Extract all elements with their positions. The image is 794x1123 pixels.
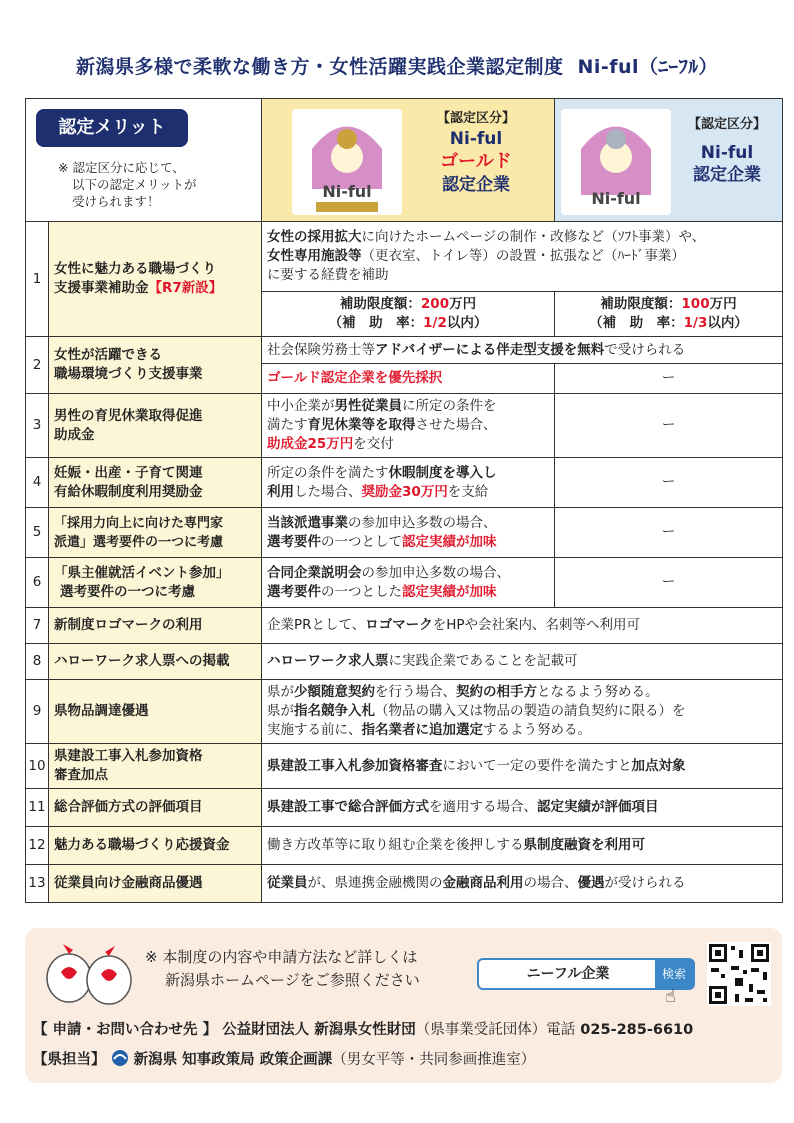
row-name	[49, 558, 262, 608]
prefecture-line	[33, 1048, 535, 1069]
desc-part: の参加申込多数の場合、	[361, 564, 510, 581]
desc-part: が、県連携金融機関の	[307, 875, 443, 891]
desc-part: した場合、	[294, 483, 362, 500]
pref-dept: 新潟県 知事政策局 政策企画課	[133, 1052, 333, 1068]
row-name-2: 支援事業補助金	[54, 280, 149, 296]
table-row	[26, 865, 783, 903]
gold-benefit: ゴールド認定企業を優先採択	[262, 364, 555, 394]
row-number: 10	[26, 744, 49, 789]
row-number: 7	[26, 608, 49, 644]
contact-org: 公益財団法人 新潟県女性財団	[222, 1022, 416, 1038]
desc-part: の場合、	[523, 875, 578, 891]
desc-part: 所定の条件を満たす	[267, 464, 389, 481]
desc-part: 少額随意契約	[294, 684, 375, 700]
desc-part: となるよう努める。	[537, 684, 659, 700]
rate-unit: 以内）	[446, 315, 488, 331]
desc-part: 男性従業員	[334, 398, 402, 414]
row-description	[262, 789, 783, 827]
limit-value: 100	[681, 296, 710, 312]
desc-part: 企業PRとして、	[267, 617, 366, 633]
desc-part: 助成金25万円	[267, 436, 354, 452]
row-description	[262, 680, 783, 744]
row-name-1: 妊娠・出産・子育て関連	[54, 464, 203, 481]
desc-part: に実践企業であることを記載可	[388, 653, 578, 669]
merit-note	[58, 159, 197, 210]
desc-part: の一つとして	[321, 533, 402, 550]
desc-part: するよう努める。	[483, 722, 591, 738]
row-description	[262, 458, 555, 508]
desc-part: が受けられる	[604, 875, 686, 891]
row-name: ハローワーク求人票への掲載	[49, 644, 262, 680]
row-name	[49, 394, 262, 458]
gold-logo-icon	[292, 109, 402, 215]
row-name-1: 「県主催就活イベント参加」	[54, 564, 230, 581]
std-benefit: ー	[555, 558, 783, 608]
desc-part: 選考要件	[267, 533, 321, 550]
svg-text:Ni-ful: Ni-ful	[591, 189, 641, 208]
gold-limit	[262, 292, 555, 337]
merit-note-3: 受けられます！	[72, 194, 160, 209]
row-description	[262, 644, 783, 680]
std-benefit: ー	[555, 394, 783, 458]
desc-part: 加点対象	[631, 757, 686, 774]
footer-note	[145, 946, 420, 992]
desc-part: に所定の条件を	[402, 398, 497, 414]
table-row	[26, 608, 783, 644]
row-number: 5	[26, 508, 49, 558]
desc-part: 働き方改革等に取り組む企業を後押しする	[267, 837, 524, 853]
row-name-2: 助成金	[54, 426, 95, 443]
desc-part: において一定の要件を満たすと	[442, 757, 632, 774]
row-name	[49, 744, 262, 789]
limit-value: 200	[420, 296, 450, 312]
desc-part: 指名業者に追加選定	[361, 722, 483, 738]
pref-note: （男女平等・共同参画推進室）	[332, 1052, 536, 1068]
desc-part: 従業員	[267, 875, 308, 891]
row-description	[262, 394, 555, 458]
desc-part: を支給	[447, 483, 489, 500]
merit-header	[26, 99, 262, 222]
contact-line	[33, 1018, 693, 1039]
row-new-tag: 【R7新設】	[148, 280, 223, 296]
desc-part: を適用する場合、	[429, 799, 537, 815]
limit-unit: 万円	[449, 296, 477, 312]
desc-part: 認定実績が加味	[402, 583, 497, 600]
row-name-2: 職場環境づくり支援事業	[54, 366, 203, 382]
desc-part: 県制度融資を利用可	[523, 837, 645, 853]
desc-part: 優遇	[577, 875, 605, 891]
row-description	[262, 827, 783, 865]
desc-part: 認定実績が加味	[402, 533, 497, 550]
merit-note-1: ※ 認定区分に応じて、	[58, 160, 185, 175]
rate-value: 1/3	[683, 315, 708, 331]
row-name-2: 選考要件の一つに考慮	[60, 583, 195, 600]
row-name: 総合評価方式の評価項目	[49, 789, 262, 827]
row-number: 11	[26, 789, 49, 827]
table-row	[26, 644, 783, 680]
table-row	[26, 508, 783, 558]
search-input[interactable]: ニーフル企業	[526, 966, 610, 982]
row-name	[49, 222, 262, 337]
table-row	[26, 394, 783, 458]
std-category-label: 【認定区分】	[687, 117, 766, 132]
row-description	[262, 508, 555, 558]
gold-category-l3: 認定企業	[442, 175, 510, 195]
desc-part: の参加申込多数の場合、	[348, 514, 497, 531]
merit-label: 認定メリット	[36, 109, 188, 147]
row-description	[262, 337, 783, 364]
row-name	[49, 508, 262, 558]
desc-part: 金融商品利用	[442, 875, 524, 891]
prefecture-emblem-icon	[111, 1049, 129, 1067]
page-title	[0, 52, 794, 79]
search-button[interactable]: 検索	[655, 960, 693, 988]
limit-unit: 万円	[709, 296, 737, 312]
svg-text:Ni-ful: Ni-ful	[322, 182, 372, 201]
desc-part: 実施する前に、	[267, 722, 362, 738]
row-number: 6	[26, 558, 49, 608]
std-category-l1: Ni-ful	[700, 143, 754, 163]
contact-note: （県事業受託団体）電話	[415, 1022, 576, 1038]
row-name: 魅力ある職場づくり応援資金	[49, 827, 262, 865]
table-row	[26, 458, 783, 508]
desc-part: で受けられる	[604, 341, 686, 358]
row-name	[49, 337, 262, 394]
desc-part: 合同企業説明会	[267, 564, 362, 581]
limit-label: 補助限度額：	[339, 296, 421, 312]
row-name-1: 女性が活躍できる	[54, 347, 162, 363]
desc-part: （物品の購入又は物品の製造の請負契約に限る）を	[375, 703, 686, 719]
row-description	[262, 744, 783, 789]
desc-part: 利用	[267, 483, 294, 500]
std-benefit: ー	[555, 458, 783, 508]
row-name: 新制度ロゴマークの利用	[49, 608, 262, 644]
row-number: 3	[26, 394, 49, 458]
footer-note-2: 新潟県ホームページをご参照ください	[165, 971, 420, 989]
row-name	[49, 458, 262, 508]
desc-part: に向けたホームページの制作・改修など（ｿﾌﾄ事業）や、	[361, 229, 706, 245]
search-box[interactable]	[477, 958, 695, 990]
std-category-text	[675, 115, 779, 186]
table-row	[26, 789, 783, 827]
row-name-2: 審査加点	[54, 767, 108, 783]
contact-label: 【 申請・お問い合わせ先 】	[33, 1022, 218, 1038]
desc-part: ハローワーク求人票	[267, 653, 389, 669]
rate-label: （補 助 率：	[589, 315, 684, 331]
title-en: Ni-ful（ﾆｰﾌﾙ）	[577, 56, 719, 78]
desc-part: の一つとした	[321, 583, 402, 600]
table-row	[26, 827, 783, 865]
desc-part: （更衣室、トイレ等）の設置・拡張など（ﾊｰﾄﾞ事業）	[361, 248, 685, 264]
desc-part: 社会保険労務士等	[267, 341, 375, 358]
header-row	[26, 99, 783, 222]
std-benefit: ー	[555, 364, 783, 394]
row-description	[262, 608, 783, 644]
desc-part: 県建設工事で総合評価方式	[267, 799, 429, 815]
desc-part: 認定実績が評価項目	[537, 799, 659, 815]
gold-category-text	[408, 109, 544, 196]
row-description	[262, 558, 555, 608]
desc-part: 選考要件	[267, 583, 321, 600]
gold-category-label: 【認定区分】	[436, 111, 515, 126]
desc-part: させた場合、	[415, 417, 497, 433]
desc-part: 女性の採用拡大	[267, 229, 362, 245]
limit-label: 補助限度額：	[600, 296, 682, 312]
pointer-hand-icon: ☝	[665, 986, 676, 1007]
footer-note-1: ※ 本制度の内容や申請方法など詳しくは	[145, 948, 418, 966]
desc-part: アドバイザーによる伴走型支援を無料	[375, 341, 605, 358]
rate-label: （補 助 率：	[328, 315, 424, 331]
row-name-1: 女性に魅力ある職場づくり	[54, 261, 216, 277]
row-number: 8	[26, 644, 49, 680]
desc-part: 指名競争入札	[294, 703, 375, 719]
row-number: 12	[26, 827, 49, 865]
std-category-l2: 認定企業	[693, 165, 761, 185]
footer-panel	[25, 928, 782, 1083]
desc-part: 契約の相手方	[456, 684, 537, 700]
pref-label: 【県担当】	[33, 1052, 106, 1068]
desc-part: をHPや会社案内、名刺等へ利用可	[432, 617, 641, 633]
row-description	[262, 865, 783, 903]
title-jp: 新潟県多様で柔軟な働き方・女性活躍実践企業認定制度	[75, 56, 564, 78]
row-name: 県物品調達優遇	[49, 680, 262, 744]
qr-code-icon[interactable]	[707, 942, 771, 1006]
std-logo-icon	[561, 109, 671, 215]
rate-unit: 以内）	[707, 315, 748, 331]
table-row	[26, 337, 783, 364]
table-row	[26, 558, 783, 608]
row-number: 4	[26, 458, 49, 508]
desc-part: 満たす	[267, 417, 308, 433]
desc-part: 県が	[267, 703, 294, 719]
row-number: 2	[26, 337, 49, 394]
desc-part: を交付	[353, 436, 394, 452]
contact-tel[interactable]: 025-285-6610	[580, 1022, 694, 1038]
table-row	[26, 744, 783, 789]
row-description	[262, 222, 783, 292]
table-row	[26, 680, 783, 744]
desc-part: 当該派遣事業	[267, 514, 348, 531]
desc-part: 中小企業が	[267, 398, 335, 414]
desc-part: ロゴマーク	[365, 617, 433, 633]
desc-part: 県建設工事入札参加資格審査	[267, 757, 443, 774]
row-number: 13	[26, 865, 49, 903]
desc-part: 女性専用施設等	[267, 248, 362, 264]
table-row	[26, 222, 783, 292]
rate-value: 1/2	[423, 315, 447, 331]
gold-category	[262, 99, 555, 222]
gold-category-l1: Ni-ful	[449, 129, 503, 149]
desc-part: に要する経費を補助	[267, 267, 389, 283]
desc-part: 育児休業等を取得	[307, 417, 416, 433]
mascot-icon	[39, 936, 139, 1014]
row-name-1: 「採用力向上に向けた専門家	[54, 515, 224, 531]
desc-part: 奨励金30万円	[361, 483, 448, 500]
desc-part: 休暇制度を導入し	[388, 464, 497, 481]
std-limit	[555, 292, 783, 337]
row-name-1: 県建設工事入札参加資格	[54, 748, 203, 764]
row-name-2: 派遣」選考要件の一つに考慮	[54, 534, 224, 550]
std-category	[555, 99, 783, 222]
std-benefit: ー	[555, 508, 783, 558]
row-number: 9	[26, 680, 49, 744]
merit-table	[25, 98, 783, 903]
row-name-2: 有給休暇制度利用奨励金	[54, 483, 203, 500]
row-name-1: 男性の育児休業取得促進	[54, 407, 203, 424]
desc-part: 県が	[267, 684, 294, 700]
merit-note-2: 以下の認定メリットが	[72, 177, 197, 192]
row-name: 従業員向け金融商品優遇	[49, 865, 262, 903]
gold-category-l2: ゴールド	[440, 151, 512, 172]
row-number: 1	[26, 222, 49, 337]
desc-part: を行う場合、	[375, 684, 456, 700]
